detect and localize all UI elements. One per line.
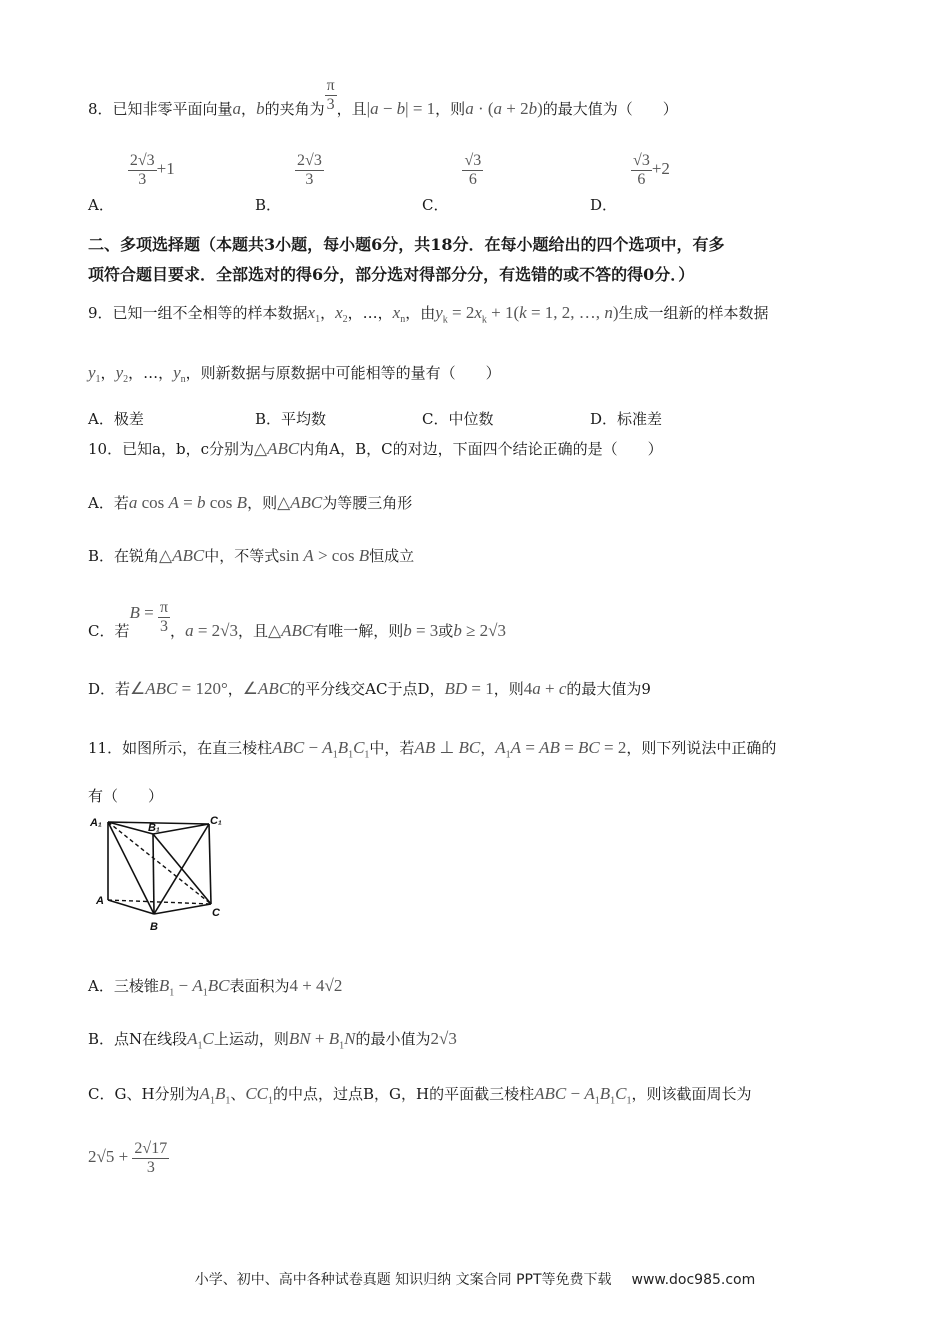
label-b: B	[150, 921, 158, 933]
label-c: C	[212, 907, 220, 919]
label-a: A	[96, 895, 104, 907]
q10-option-a: A．若a cos A = b cos B，则△ABC为等腰三角形	[88, 493, 413, 512]
q9-option-c: C．中位数	[422, 410, 494, 428]
q8-option-a: A． $\frac{2√3}{3}$ +1	[88, 152, 175, 215]
q11-stem-line2: 有（ ）	[88, 787, 164, 805]
q9-stem: 9．已知一组不全相等的样本数据$x_1$，$x_2$，…，$x_n$，由$y_k = 2x_k + 1(k = 1$, 2, …, n)生成一组新的样本数据	[88, 303, 769, 326]
q11-stem: 11．如图所示，在直三棱柱ABC − $A_1B_1C_1$中，若AB ⊥ BC，$A_1A$ = AB = BC = 2，则下列说法中正确的	[88, 738, 777, 761]
footer	[0, 1269, 950, 1289]
q9-option-a: A．极差	[88, 410, 144, 428]
q10-option-b: B．在锐角△ABC中，不等式sin A > cos B恒成立	[88, 546, 415, 565]
label-c1: C₁	[210, 815, 222, 827]
footer-text: 小学、初中、高中各种试卷真题 知识归纳 文案合同 PPT等免费下载	[194, 1272, 612, 1288]
q8-option-c: C． $\frac{√3}{6}$	[422, 152, 482, 215]
section2-heading-line1: 二、多项选择题（本题共3小题，每小题6分，共18分．在每小题给出的四个选项中，有多	[88, 235, 725, 254]
q9-option-d: D．标准差	[590, 410, 663, 428]
q10-option-c: C．若B = $\frac{\pi}{3}$ ，a = 2√3，且△ABC有唯一解，则b = 3或b ≥ 2√3	[88, 598, 506, 640]
q9-stem-line2: $y_1$，$y_2$，…，$y_n$，则新数据与原数据中可能相等的量有（ ）	[88, 363, 501, 385]
q10-stem: 10．已知a，b，c分别为△ABC内角A，B，C的对边，下面四个结论正确的是（ ）	[88, 439, 663, 458]
section2-heading-line2: 项符合题目要求．全部选对的得6分，部分选对得部分分，有选错的或不答的得0分．）	[88, 265, 695, 284]
q8-option-d: D． $\frac{√3}{6}$ +2	[590, 152, 670, 215]
label-a1: A₁	[90, 817, 102, 829]
q8-option-b: B． $\frac{2√3}{3}$	[255, 152, 322, 215]
q11-option-a: A．三棱锥$B_1 - A_1BC$表面积为4 + 4√2	[88, 976, 343, 999]
q10-option-d: D．若∠ABC = 120°，∠ABC的平分线交AC于点D，BD = 1，则4a + c的最大值为9	[88, 679, 651, 698]
q11-option-c-answer: 2√5 + $\frac{2√17}{3}$	[88, 1140, 168, 1176]
q11-option-b: B．点N在线段$A_1C$上运动，则BN + $B_1N$的最小值为2√3	[88, 1029, 457, 1052]
prism-figure	[86, 812, 226, 937]
q9-option-b: B．平均数	[255, 410, 327, 428]
label-b1: B₁	[148, 822, 160, 834]
q8-stem: 8．已知非零平面向量a，b的夹角为 $\frac{\pi}{3}$ ，且|a − b| = 1，则a · (a + 2b)的最大值为（ ）	[88, 76, 678, 118]
q11-option-c: C．G、H分别为$A_1B_1$、$CC_1$的中点，过点B，G，H的平面截三棱柱ABC − $A_1B_1C_1$，则该截面周长为	[88, 1084, 752, 1107]
footer-url[interactable]: www.doc985.com	[631, 1272, 756, 1288]
